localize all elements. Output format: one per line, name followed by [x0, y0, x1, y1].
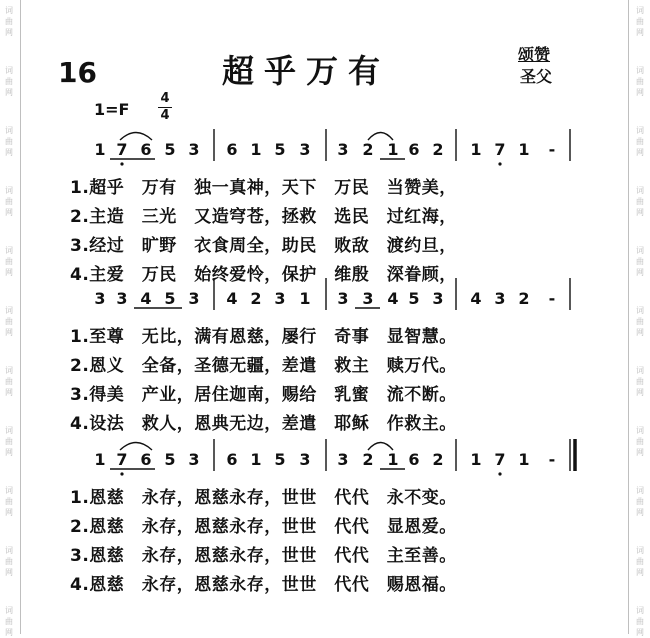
watermark-char: 网	[5, 328, 13, 337]
octave-dot	[120, 162, 123, 165]
watermark-char: 词	[636, 546, 644, 555]
note: 3	[299, 450, 311, 469]
watermark-char: 词	[5, 606, 13, 615]
note: 3	[188, 450, 200, 469]
note: 2	[362, 450, 374, 469]
watermark-char: 词	[5, 366, 13, 375]
watermark-char: 网	[5, 448, 13, 457]
slur	[120, 443, 152, 451]
lyric-line: 1.超乎 万有 独一真神，天下 万民 当赞美，	[70, 178, 457, 198]
note: 3	[494, 289, 506, 308]
note: 3	[362, 289, 374, 308]
time-signature-bottom: 4	[160, 108, 170, 123]
note: 5	[164, 289, 176, 308]
note: 1	[250, 140, 262, 159]
watermark-char: 曲	[636, 257, 644, 266]
watermark-char: 网	[636, 28, 644, 37]
lyric-line: 1.恩慈 永存，恩慈永存，世世 代代 永不变。	[70, 488, 457, 508]
note: 3	[188, 289, 200, 308]
watermark-char: 词	[636, 606, 644, 615]
watermark-char: 网	[636, 508, 644, 517]
watermark-char: 网	[5, 148, 13, 157]
watermark-char: 曲	[5, 257, 13, 266]
watermark-char: 网	[636, 208, 644, 217]
watermark-char: 词	[5, 186, 13, 195]
watermark-char: 曲	[5, 497, 13, 506]
note: 6	[140, 140, 152, 159]
watermark-char: 曲	[636, 617, 644, 626]
note: 2	[432, 140, 444, 159]
note: 1	[94, 450, 106, 469]
note: 7	[116, 140, 128, 159]
octave-dot	[498, 162, 501, 165]
octave-dot	[498, 472, 501, 475]
watermark-char: 词	[5, 306, 13, 315]
watermark-char: 词	[5, 486, 13, 495]
watermark-char: 网	[5, 388, 13, 397]
watermark-char: 曲	[636, 77, 644, 86]
lyric-line: 3.经过 旷野 衣食周全，助民 败敌 渡约旦，	[70, 236, 457, 256]
watermark-char: 曲	[636, 377, 644, 386]
watermark-char: 词	[636, 486, 644, 495]
watermark-char: 网	[636, 148, 644, 157]
watermark-char: 词	[636, 66, 644, 75]
note: 4	[470, 289, 482, 308]
note: -	[548, 450, 556, 469]
watermark-char: 词	[5, 6, 13, 15]
watermark-char: 网	[5, 28, 13, 37]
watermark-char: 网	[5, 508, 13, 517]
note: 3	[337, 450, 349, 469]
watermark-char: 曲	[5, 557, 13, 566]
note: 4	[387, 289, 399, 308]
key-signature: 1=F	[94, 100, 130, 119]
watermark-char: 曲	[5, 137, 13, 146]
lyric-line: 1.至尊 无比，满有恩慈，屡行 奇事 显智慧。	[70, 327, 457, 347]
watermark-char: 网	[5, 208, 13, 217]
watermark-char: 词	[636, 246, 644, 255]
note: 5	[274, 450, 286, 469]
watermark-char: 曲	[636, 437, 644, 446]
watermark-char: 曲	[5, 437, 13, 446]
lyric-line: 3.恩慈 永存，恩慈永存，世世 代代 主至善。	[70, 546, 457, 566]
note: 7	[494, 450, 506, 469]
watermark-char: 曲	[5, 77, 13, 86]
watermark-char: 网	[636, 88, 644, 97]
note: 1	[470, 450, 482, 469]
note: 7	[494, 140, 506, 159]
lyric-line: 4.恩慈 永存，恩慈永存，世世 代代 赐恩福。	[70, 575, 457, 595]
note: 6	[226, 140, 238, 159]
lyric-line: 4.设法 救人，恩典无边，差遣 耶稣 作救主。	[70, 414, 457, 434]
note: 7	[116, 450, 128, 469]
note: 4	[140, 289, 152, 308]
note: 3	[337, 140, 349, 159]
watermark-char: 曲	[5, 17, 13, 26]
watermark-char: 词	[636, 186, 644, 195]
watermark-char: 网	[636, 568, 644, 577]
watermark-char: 曲	[636, 557, 644, 566]
note: 2	[518, 289, 530, 308]
watermark-char: 曲	[5, 197, 13, 206]
time-signature-top: 4	[160, 91, 170, 106]
note: 3	[274, 289, 286, 308]
hymn-title: 超乎万有	[222, 52, 391, 90]
note: 5	[164, 140, 176, 159]
hymn-category: 颂赞	[518, 45, 551, 64]
watermark-char: 曲	[636, 497, 644, 506]
note: 1	[299, 289, 311, 308]
watermark-char: 词	[5, 546, 13, 555]
note: 1	[94, 140, 106, 159]
watermark-char: 词	[5, 126, 13, 135]
watermark-char: 词	[636, 426, 644, 435]
note: 3	[188, 140, 200, 159]
note: 6	[408, 140, 420, 159]
note: 2	[362, 140, 374, 159]
note: 4	[226, 289, 238, 308]
lyric-line: 4.主爱 万民 始终爱怜，保护 维殷 深眷顾，	[70, 265, 457, 285]
note: 3	[116, 289, 128, 308]
lyric-line: 2.主造 三光 又造穹苍，拯救 选民 过红海，	[70, 207, 457, 227]
note: -	[548, 289, 556, 308]
slur	[368, 133, 393, 141]
note: 5	[408, 289, 420, 308]
watermark-char: 网	[636, 628, 644, 637]
note: 6	[226, 450, 238, 469]
note: 5	[274, 140, 286, 159]
note: 1	[250, 450, 262, 469]
watermark-char: 词	[5, 246, 13, 255]
slur	[120, 133, 152, 141]
note: 3	[299, 140, 311, 159]
note: 1	[518, 140, 530, 159]
lyric-line: 2.恩义 全备，圣德无疆，差遣 救主 赎万代。	[70, 356, 457, 376]
note: 3	[432, 289, 444, 308]
watermark-char: 网	[5, 628, 13, 637]
watermark-char: 曲	[5, 377, 13, 386]
watermark-char: 词	[636, 6, 644, 15]
watermark-char: 词	[636, 306, 644, 315]
watermark-char: 曲	[636, 317, 644, 326]
watermark-char: 网	[636, 388, 644, 397]
note: 5	[164, 450, 176, 469]
hymn-composer: 圣父	[520, 67, 553, 86]
watermark-char: 网	[5, 568, 13, 577]
watermark-char: 曲	[636, 17, 644, 26]
watermark-char: 网	[636, 268, 644, 277]
note: 3	[94, 289, 106, 308]
watermark-char: 曲	[636, 197, 644, 206]
watermark-char: 曲	[5, 617, 13, 626]
watermark-char: 曲	[5, 317, 13, 326]
lyric-line: 2.恩慈 永存，恩慈永存，世世 代代 显恩爱。	[70, 517, 457, 537]
note: 1	[387, 450, 399, 469]
note: 6	[408, 450, 420, 469]
watermark-char: 网	[636, 328, 644, 337]
hymn-number: 16	[58, 56, 97, 89]
note: 3	[337, 289, 349, 308]
note: 1	[387, 140, 399, 159]
watermark-char: 词	[636, 366, 644, 375]
note: 1	[518, 450, 530, 469]
watermark-char: 词	[5, 66, 13, 75]
slur	[368, 443, 393, 451]
watermark-char: 网	[5, 268, 13, 277]
watermark-char: 网	[5, 88, 13, 97]
watermark-char: 词	[636, 126, 644, 135]
watermark-char: 网	[636, 448, 644, 457]
note: 2	[250, 289, 262, 308]
watermark-char: 词	[5, 426, 13, 435]
lyric-line: 3.得美 产业，居住迦南，赐给 乳蜜 流不断。	[70, 385, 457, 405]
octave-dot	[120, 472, 123, 475]
note: -	[548, 140, 556, 159]
watermark-char: 曲	[636, 137, 644, 146]
note: 2	[432, 450, 444, 469]
note: 6	[140, 450, 152, 469]
note: 1	[470, 140, 482, 159]
